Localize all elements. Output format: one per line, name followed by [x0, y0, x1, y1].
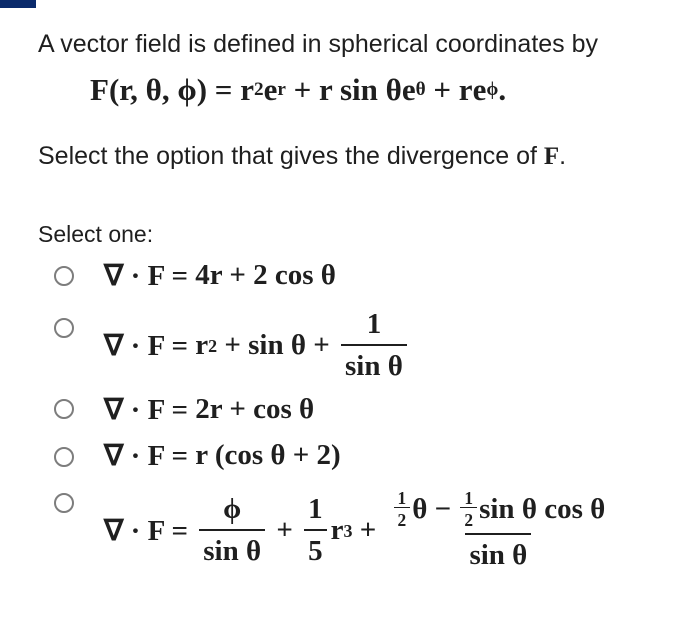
vector-field-formula: F (r, θ, ϕ) = r 2 e r + r sin θ e θ + r e ϕ .	[90, 72, 507, 107]
radio-option-d[interactable]	[54, 447, 74, 467]
select-one-label: Select one:	[38, 221, 154, 247]
radio-option-e[interactable]	[54, 493, 74, 513]
corner-mark	[0, 0, 36, 8]
radio-option-c[interactable]	[54, 399, 74, 419]
radio-option-a[interactable]	[54, 266, 74, 286]
option-b-formula: ∇ · F = r 2 + sin θ + $\frac{1}{\text{sin θ}}$	[104, 308, 411, 383]
option-d-formula: ∇ · F = r (cos θ + 2)	[104, 439, 341, 472]
option-e-formula: ∇ · F = $\frac{\phi}{\text{sin θ}}$ + $\frac{1}{5}$ r 3 + $\frac{1}{2}$ θ − $\frac{1}{2}$ sin θ cos θ sin θ	[104, 488, 606, 571]
question-instruction: Select the option that gives the divergence of F.	[38, 142, 567, 170]
option-c-formula: ∇ · F = 2r + cos θ	[104, 393, 315, 426]
question-intro: A vector field is defined in spherical coordinates by	[38, 30, 599, 58]
option-a-formula: ∇ · F = 4r + 2 cos θ	[104, 259, 336, 292]
radio-option-b[interactable]	[54, 318, 74, 338]
